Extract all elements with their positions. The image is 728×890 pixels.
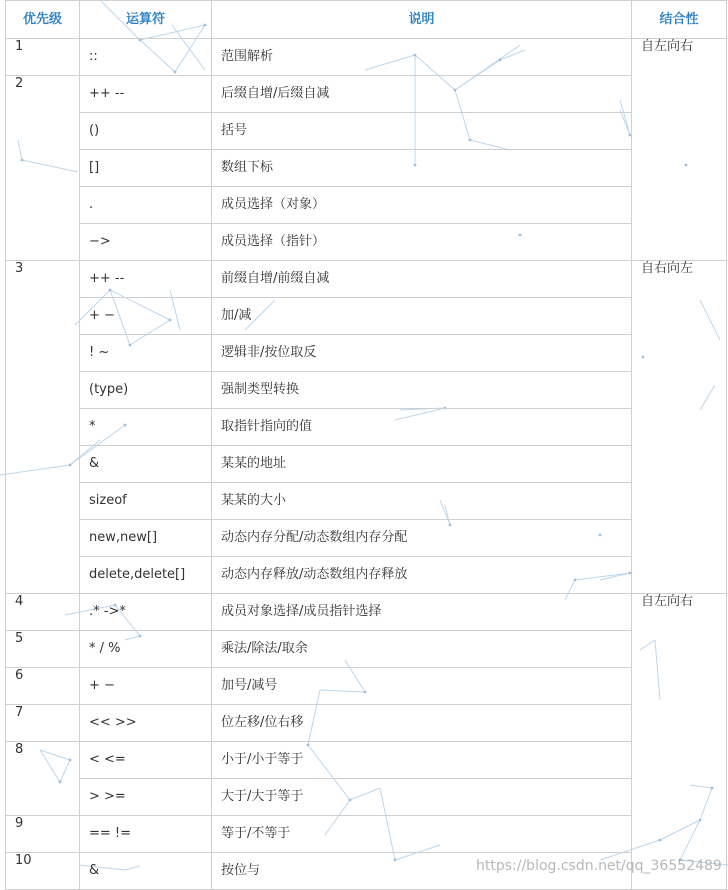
operator-cell: & [80,446,212,483]
precedence-level-cell: 3 [6,261,80,594]
precedence-level-cell: 4 [6,594,80,631]
operator-cell: :: [80,39,212,76]
operator-cell: * / % [80,631,212,668]
description-cell: 乘法/除法/取余 [212,631,632,668]
operator-cell: ++ -- [80,261,212,298]
description-cell: 成员选择（指针） [212,224,632,261]
description-cell: 成员对象选择/成员指针选择 [212,594,632,631]
operator-cell: new,new[] [80,520,212,557]
operator-cell: [] [80,150,212,187]
table-row [6,335,727,372]
precedence-level-cell: 5 [6,631,80,668]
precedence-level-cell: 6 [6,668,80,705]
header-precedence: 优先级 [6,1,80,39]
associativity-cell: 自右向左 [632,261,727,594]
precedence-level-cell: 1 [6,39,80,76]
description-cell: 范围解析 [212,39,632,76]
precedence-level-cell: 7 [6,705,80,742]
description-cell: 某某的大小 [212,483,632,520]
operator-cell: == != [80,816,212,853]
table-row [6,372,727,409]
description-cell: 取指针指向的值 [212,409,632,446]
description-cell: 按位与 [212,853,632,890]
precedence-level-cell: 10 [6,853,80,890]
table-row [6,187,727,224]
table-row [6,298,727,335]
operator-cell: delete,delete[] [80,557,212,594]
operator-cell: ! ~ [80,335,212,372]
operator-cell: (type) [80,372,212,409]
operator-cell: . [80,187,212,224]
description-cell: 某某的地址 [212,446,632,483]
description-cell: 大于/大于等于 [212,779,632,816]
precedence-level-cell: 2 [6,76,80,261]
operator-cell: () [80,113,212,150]
associativity-cell: 自左向右 [632,39,727,261]
description-cell: 逻辑非/按位取反 [212,335,632,372]
description-cell: 动态内存释放/动态数组内存释放 [212,557,632,594]
table-row [6,113,727,150]
operator-cell: > >= [80,779,212,816]
operator-cell: * [80,409,212,446]
description-cell: 数组下标 [212,150,632,187]
table-row [6,705,727,742]
description-cell: 加/减 [212,298,632,335]
operator-cell: << >> [80,705,212,742]
table-row [6,594,727,631]
description-cell: 等于/不等于 [212,816,632,853]
table-row [6,76,727,113]
operator-cell: + − [80,298,212,335]
operator-cell: .* ->* [80,594,212,631]
table-row [6,520,727,557]
description-cell: 加号/减号 [212,668,632,705]
table-row [6,224,727,261]
associativity-cell: 自左向右 [632,594,727,890]
table-row [6,631,727,668]
operator-cell: −> [80,224,212,261]
precedence-level-cell: 9 [6,816,80,853]
table-row [6,39,727,76]
table-row [6,816,727,853]
operator-cell: & [80,853,212,890]
header-associativity: 结合性 [632,1,727,39]
description-cell: 成员选择（对象） [212,187,632,224]
table-body [6,39,727,890]
table-row [6,668,727,705]
description-cell: 动态内存分配/动态数组内存分配 [212,520,632,557]
precedence-level-cell: 8 [6,742,80,816]
operator-cell: ++ -- [80,76,212,113]
header-description: 说明 [212,1,632,39]
table-row [6,742,727,779]
table-header-row [6,1,727,39]
table-row [6,150,727,187]
operator-cell: < <= [80,742,212,779]
header-operator: 运算符 [80,1,212,39]
description-cell: 前缀自增/前缀自减 [212,261,632,298]
description-cell: 小于/小于等于 [212,742,632,779]
description-cell: 后缀自增/后缀自减 [212,76,632,113]
table-row [6,557,727,594]
watermark-url: https://blog.csdn.net/qq_36552489 [476,858,722,874]
table-row [6,409,727,446]
description-cell: 强制类型转换 [212,372,632,409]
table-row [6,446,727,483]
operator-precedence-table [5,0,727,890]
table-row [6,779,727,816]
description-cell: 括号 [212,113,632,150]
operator-cell: + − [80,668,212,705]
operator-cell: sizeof [80,483,212,520]
table-row [6,261,727,298]
description-cell: 位左移/位右移 [212,705,632,742]
table-row [6,483,727,520]
